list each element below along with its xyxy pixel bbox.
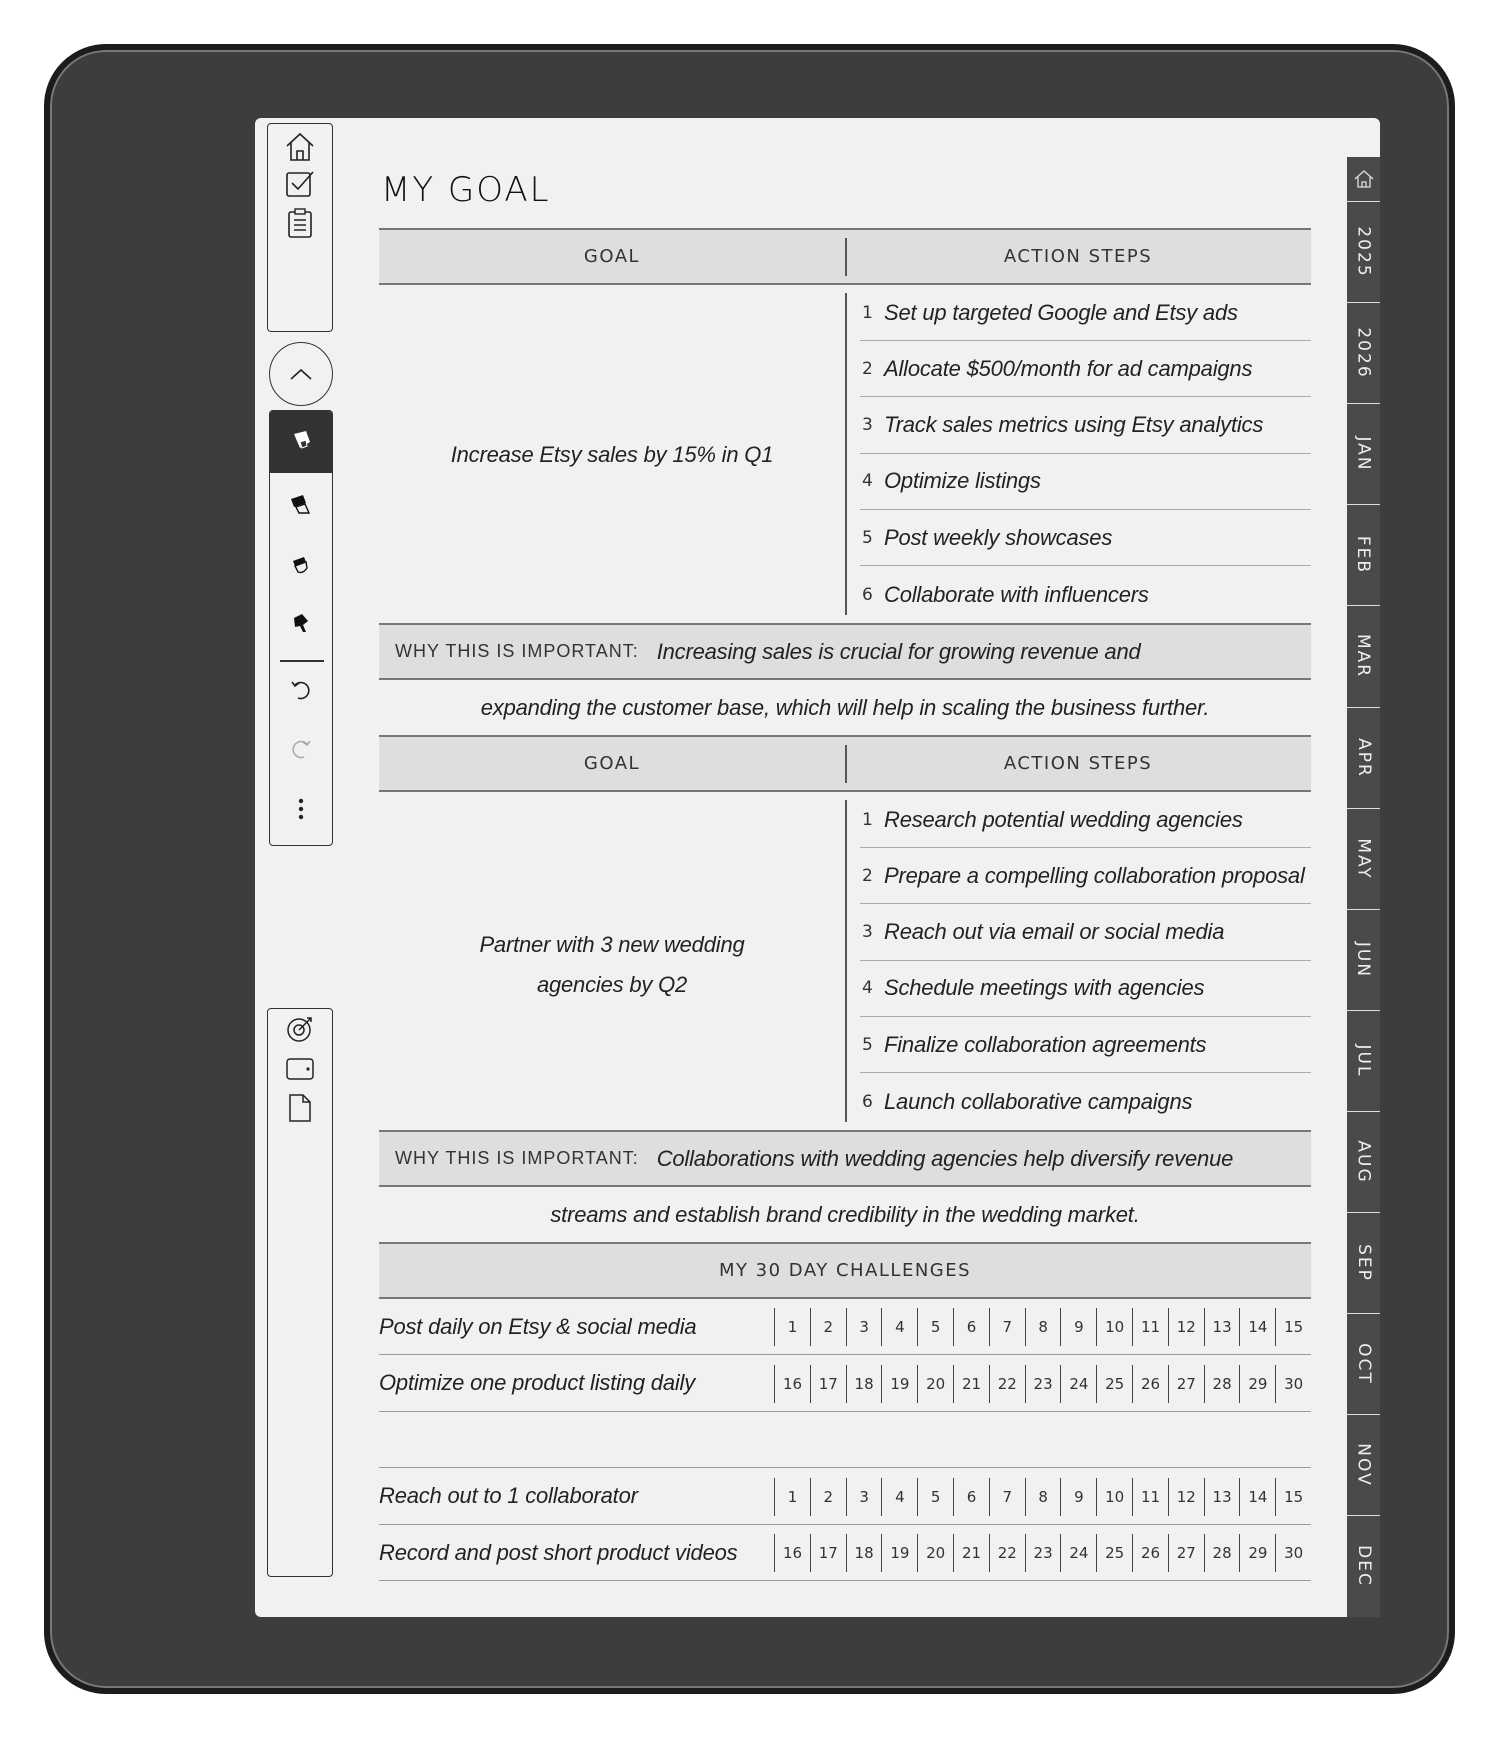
tab-2025[interactable] — [1347, 201, 1380, 302]
day-cell[interactable]: 14 — [1239, 1308, 1275, 1346]
column-divider — [845, 293, 847, 615]
action-step[interactable] — [860, 341, 1311, 397]
tab-may[interactable] — [1347, 808, 1380, 909]
day-cell[interactable]: 30 — [1275, 1365, 1311, 1403]
pen-toolbar — [269, 410, 333, 846]
day-cell[interactable]: 30 — [1275, 1534, 1311, 1572]
tab-label: MAY — [1353, 837, 1374, 880]
day-cell[interactable]: 9 — [1060, 1308, 1096, 1346]
action-step[interactable] — [860, 398, 1311, 454]
day-cell[interactable]: 10 — [1096, 1308, 1132, 1346]
challenge-row — [379, 1525, 1311, 1581]
action-step[interactable] — [860, 1017, 1311, 1073]
bottom-toolbar — [267, 1008, 333, 1577]
step-number: 4 — [862, 471, 873, 492]
redo-icon[interactable] — [289, 727, 313, 771]
tab-label: 2026 — [1353, 327, 1374, 379]
day-cell[interactable]: 4 — [881, 1478, 917, 1516]
nav-toolbar — [267, 123, 333, 332]
goal-table-header — [379, 735, 1311, 792]
tab-feb[interactable] — [1347, 504, 1380, 605]
day-cell[interactable]: 24 — [1060, 1365, 1096, 1403]
day-cell[interactable]: 25 — [1096, 1534, 1132, 1572]
day-cell[interactable]: 26 — [1132, 1534, 1168, 1572]
home-icon[interactable] — [284, 132, 316, 162]
day-cell[interactable]: 12 — [1168, 1308, 1204, 1346]
action-step[interactable] — [860, 454, 1311, 510]
day-cell[interactable]: 5 — [917, 1308, 953, 1346]
why-important — [379, 1132, 1311, 1185]
column-divider — [845, 800, 847, 1122]
step-text: Schedule meetings with agencies — [884, 975, 1205, 1001]
day-cell[interactable]: 21 — [953, 1365, 989, 1403]
target-icon[interactable] — [285, 1014, 315, 1044]
day-cell[interactable]: 15 — [1275, 1308, 1311, 1346]
day-cell[interactable]: 28 — [1204, 1365, 1240, 1403]
toolbar-divider — [280, 660, 324, 662]
side-tab-strip — [1347, 157, 1380, 1617]
pen-tool-button[interactable] — [270, 411, 333, 473]
step-number: 5 — [862, 1034, 873, 1055]
why-important-label: WHY THIS IS IMPORTANT: — [395, 1148, 639, 1168]
why-important-continued[interactable]: expanding the customer base, which will help in scaling the business further. — [480, 695, 1210, 720]
day-cell[interactable]: 7 — [989, 1308, 1025, 1346]
day-cell[interactable]: 2 — [810, 1478, 846, 1516]
goal-text[interactable]: Increase Etsy sales by 15% in Q1 — [450, 442, 774, 467]
why-important — [379, 625, 1311, 678]
tab-label: JAN — [1353, 436, 1374, 472]
step-number: 2 — [862, 865, 873, 886]
step-number: 5 — [862, 527, 873, 548]
action-step[interactable] — [860, 567, 1311, 623]
day-cell[interactable]: 3 — [846, 1308, 882, 1346]
step-text: Post weekly showcases — [884, 524, 1113, 550]
tab-label: NOV — [1353, 1443, 1374, 1487]
highlighter-icon[interactable] — [289, 543, 313, 587]
tab-label: JUL — [1353, 1044, 1374, 1078]
day-cell[interactable]: 16 — [774, 1365, 810, 1403]
tab-label: MAR — [1353, 634, 1374, 679]
more-options-icon[interactable] — [297, 787, 305, 831]
step-text: Allocate $500/month for ad campaigns — [884, 355, 1253, 381]
tab-jul[interactable] — [1347, 1010, 1380, 1111]
clipboard-icon[interactable] — [287, 208, 313, 238]
marker-icon[interactable] — [288, 483, 314, 527]
tab-jun[interactable] — [1347, 909, 1380, 1010]
goal-column-header: GOAL — [583, 246, 641, 267]
challenge-label[interactable]: Reach out to 1 collaborator — [379, 1483, 638, 1508]
day-cell[interactable]: 6 — [953, 1308, 989, 1346]
step-text: Research potential wedding agencies — [884, 806, 1243, 832]
tab-aug[interactable] — [1347, 1111, 1380, 1212]
pen-icon — [290, 428, 314, 456]
day-cell[interactable]: 20 — [917, 1534, 953, 1572]
day-cell[interactable]: 19 — [881, 1534, 917, 1572]
challenge-row — [379, 1356, 1311, 1412]
day-cell[interactable]: 6 — [953, 1478, 989, 1516]
page-title: MY GOAL — [381, 170, 551, 210]
goal-column-header: GOAL — [583, 753, 641, 774]
day-cell[interactable]: 4 — [881, 1308, 917, 1346]
day-cell[interactable]: 22 — [989, 1365, 1025, 1403]
day-cell[interactable]: 9 — [1060, 1478, 1096, 1516]
day-cell[interactable]: 27 — [1168, 1534, 1204, 1572]
day-cell[interactable]: 13 — [1204, 1478, 1240, 1516]
tab-label: SEP — [1353, 1244, 1374, 1282]
day-cell[interactable]: 13 — [1204, 1308, 1240, 1346]
step-text: Optimize listings — [884, 468, 1041, 494]
step-text: Set up targeted Google and Etsy ads — [884, 299, 1238, 325]
day-cell[interactable]: 3 — [846, 1478, 882, 1516]
day-cell[interactable]: 29 — [1239, 1534, 1275, 1572]
day-cell[interactable]: 16 — [774, 1534, 810, 1572]
tab-jan[interactable] — [1347, 403, 1380, 504]
why-important-text[interactable]: Increasing sales is crucial for growing revenue and — [656, 638, 1141, 664]
action-step[interactable] — [860, 961, 1311, 1017]
day-cell[interactable]: 21 — [953, 1534, 989, 1572]
why-important-label: WHY THIS IS IMPORTANT: — [395, 641, 639, 661]
challenge-row — [379, 1299, 1311, 1355]
day-cell[interactable]: 15 — [1275, 1478, 1311, 1516]
tab-oct[interactable] — [1347, 1313, 1380, 1414]
day-cell[interactable]: 17 — [810, 1365, 846, 1403]
scroll-up-button[interactable] — [269, 342, 333, 406]
undo-icon[interactable] — [289, 668, 313, 712]
step-number: 1 — [862, 809, 873, 830]
why-important-band — [379, 1130, 1311, 1187]
tab-dec[interactable] — [1347, 1515, 1380, 1616]
action-steps-column-header: ACTION STEPS — [1003, 753, 1153, 774]
step-text: Track sales metrics using Etsy analytics — [884, 412, 1264, 438]
day-cell[interactable]: 8 — [1025, 1478, 1061, 1516]
day-cell[interactable]: 28 — [1204, 1534, 1240, 1572]
day-cell[interactable]: 25 — [1096, 1365, 1132, 1403]
day-cell[interactable]: 29 — [1239, 1365, 1275, 1403]
tab-apr[interactable] — [1347, 707, 1380, 808]
step-number: 3 — [862, 415, 873, 436]
goal-text[interactable]: Partner with 3 new wedding — [479, 932, 745, 957]
action-step[interactable] — [860, 1074, 1311, 1130]
step-number: 6 — [862, 584, 873, 605]
day-cell[interactable]: 26 — [1132, 1365, 1168, 1403]
tab-mar[interactable] — [1347, 605, 1380, 706]
page-icon[interactable] — [287, 1093, 313, 1123]
day-cell[interactable]: 2 — [810, 1308, 846, 1346]
day-cell[interactable]: 8 — [1025, 1308, 1061, 1346]
day-cell[interactable]: 19 — [881, 1365, 917, 1403]
goal-text[interactable]: agencies by Q2 — [536, 972, 688, 997]
day-cell[interactable]: 11 — [1132, 1308, 1168, 1346]
tab-label: 2025 — [1353, 226, 1374, 278]
action-steps-column-header: ACTION STEPS — [1003, 246, 1153, 267]
wallet-icon[interactable] — [285, 1055, 315, 1081]
tab-nov[interactable] — [1347, 1414, 1380, 1515]
day-cell[interactable]: 23 — [1025, 1534, 1061, 1572]
goal-table-header — [379, 228, 1311, 285]
tab-sep[interactable] — [1347, 1212, 1380, 1313]
day-cell[interactable]: 7 — [989, 1478, 1025, 1516]
checkbox-icon[interactable] — [285, 170, 315, 198]
tab-label: DEC — [1353, 1545, 1374, 1588]
action-step[interactable] — [860, 905, 1311, 961]
step-text: Reach out via email or social media — [884, 919, 1225, 945]
day-cell[interactable]: 20 — [917, 1365, 953, 1403]
step-text: Collaborate with influencers — [884, 581, 1149, 607]
tab-2026[interactable] — [1347, 302, 1380, 403]
why-important-continued[interactable]: streams and establish brand credibility in the wedding market. — [550, 1202, 1140, 1227]
challenges-header — [379, 1242, 1311, 1299]
tab-home[interactable] — [1347, 157, 1380, 201]
day-cell[interactable]: 23 — [1025, 1365, 1061, 1403]
challenge-row-empty — [379, 1412, 1311, 1468]
day-cell[interactable]: 18 — [846, 1534, 882, 1572]
step-text: Prepare a compelling collaboration proposal — [884, 862, 1305, 888]
day-cell[interactable]: 18 — [846, 1365, 882, 1403]
action-step[interactable] — [860, 792, 1311, 848]
why-important-band — [379, 623, 1311, 680]
day-cell[interactable]: 27 — [1168, 1365, 1204, 1403]
step-text: Finalize collaboration agreements — [884, 1031, 1207, 1057]
tab-label: FEB — [1353, 536, 1374, 575]
day-cell[interactable]: 24 — [1060, 1534, 1096, 1572]
day-cell[interactable]: 12 — [1168, 1478, 1204, 1516]
day-cell[interactable]: 14 — [1239, 1478, 1275, 1516]
step-number: 1 — [862, 302, 873, 323]
day-cell[interactable]: 1 — [774, 1308, 810, 1346]
challenge-row — [379, 1469, 1311, 1525]
day-cell[interactable]: 1 — [774, 1478, 810, 1516]
action-step[interactable] — [860, 848, 1311, 904]
action-step[interactable] — [860, 285, 1311, 341]
step-number: 6 — [862, 1091, 873, 1112]
step-number: 4 — [862, 978, 873, 999]
challenges-title: MY 30 DAY CHALLENGES — [718, 1260, 972, 1281]
tab-label: AUG — [1353, 1140, 1374, 1184]
day-cell[interactable]: 17 — [810, 1534, 846, 1572]
lasso-select-icon[interactable] — [289, 601, 313, 645]
day-cell[interactable]: 22 — [989, 1534, 1025, 1572]
day-cell[interactable]: 11 — [1132, 1478, 1168, 1516]
step-number: 3 — [862, 922, 873, 943]
why-important-text[interactable]: Collaborations with wedding agencies help diversify revenue — [656, 1145, 1234, 1171]
challenge-label[interactable]: Post daily on Etsy & social media — [379, 1313, 697, 1339]
tab-label: OCT — [1353, 1343, 1374, 1385]
challenge-label[interactable]: Record and post short product videos — [379, 1539, 738, 1565]
tab-label: APR — [1353, 737, 1374, 778]
tab-label: JUN — [1353, 941, 1374, 978]
step-number: 2 — [862, 358, 873, 379]
day-cell[interactable]: 5 — [917, 1478, 953, 1516]
action-step[interactable] — [860, 510, 1311, 566]
step-text: Launch collaborative campaigns — [884, 1088, 1193, 1114]
challenge-label[interactable]: Optimize one product listing daily — [379, 1370, 696, 1395]
day-cell[interactable]: 10 — [1096, 1478, 1132, 1516]
